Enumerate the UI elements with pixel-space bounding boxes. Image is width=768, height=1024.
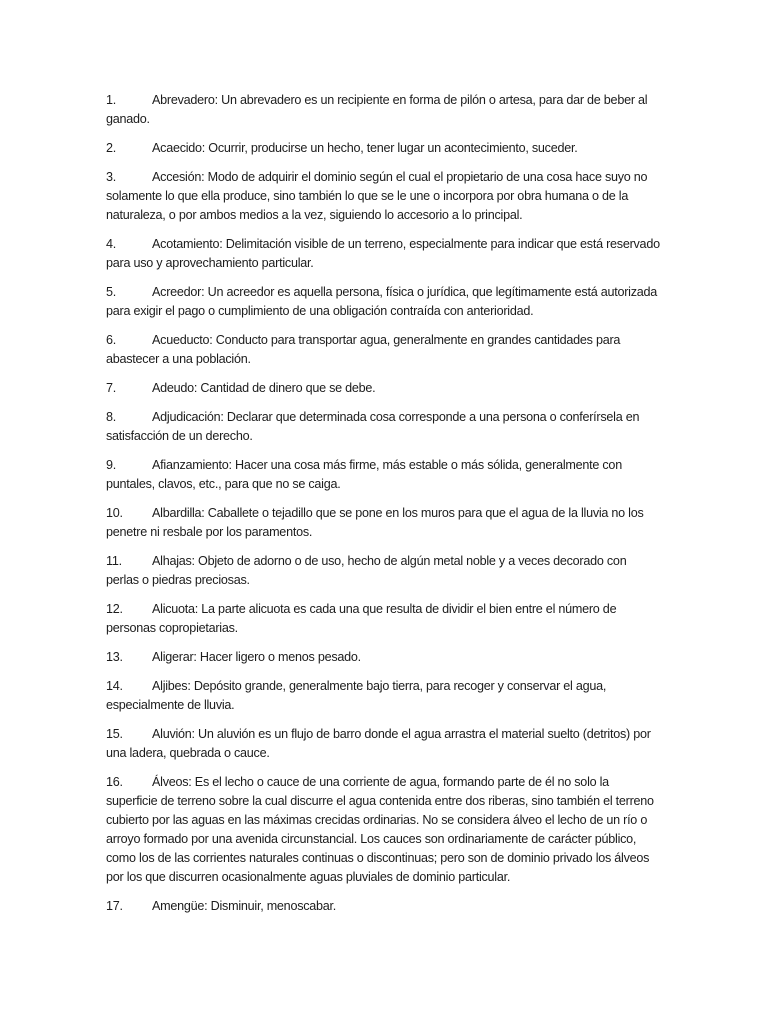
glossary-entry: [106, 331, 662, 369]
entry-text: Alhajas: Objeto de adorno o de uso, hecho de algún metal noble y a veces decorado con perlas o piedras preciosas.: [106, 554, 627, 587]
entry-number: 15.: [106, 727, 123, 741]
entry-text: Aljibes: Depósito grande, generalmente bajo tierra, para recoger y conservar el agua, especialmente de lluvia.: [106, 679, 607, 712]
glossary-entry: [106, 725, 662, 763]
glossary-entry: [106, 648, 662, 667]
entry-text: Acotamiento: Delimitación visible de un terreno, especialmente para indicar que está reservado para uso y aprovechamiento particular.: [106, 237, 660, 270]
entry-text: Albardilla: Caballete o tejadillo que se pone en los muros para que el agua de la lluvia no los penetre ni resbale por los paramentos.: [106, 506, 644, 539]
entry-text: Aligerar: Hacer ligero o menos pesado.: [152, 650, 361, 664]
entry-number: 8.: [106, 410, 117, 424]
glossary-entry: [106, 168, 662, 225]
glossary-entry: [106, 773, 662, 887]
glossary-entry: [106, 677, 662, 715]
entry-text: Acueducto: Conducto para transportar agua, generalmente en grandes cantidades para abastecer a una población.: [106, 333, 621, 366]
glossary-entry: [106, 552, 662, 590]
entry-text: Adeudo: Cantidad de dinero que se debe.: [152, 381, 376, 395]
entry-number: 12.: [106, 602, 123, 616]
glossary-entry: [106, 235, 662, 273]
entry-number: 2.: [106, 141, 117, 155]
entry-text: Álveos: Es el lecho o cauce de una corriente de agua, formando parte de él no solo la superficie de terreno sobre la cual discurre el agua contenida entre dos riberas, sino también el terreno cubierto por las aguas en las máximas crecidas ordinarias. No se considera álveo el lecho de un río o arroyo formado por una avenida circunstancial. Los cauces son ordinariamente de carácter público, como los de las corrientes naturales continuas o discontinuas; pero son de dominio privado los álveos por los que discurren ocasionalmente aguas pluviales de dominio particular.: [106, 775, 654, 884]
entry-number: 9.: [106, 458, 117, 472]
entry-text: Afianzamiento: Hacer una cosa más firme, más estable o más sólida, generalmente con puntales, clavos, etc., para que no se caiga.: [106, 458, 622, 491]
glossary-entry: [106, 91, 662, 129]
glossary-entry: [106, 456, 662, 494]
entry-number: 7.: [106, 381, 117, 395]
glossary-entry: [106, 283, 662, 321]
entry-number: 1.: [106, 93, 117, 107]
entry-text: Aluvión: Un aluvión es un flujo de barro donde el agua arrastra el material suelto (detritos) por una ladera, quebrada o cauce.: [106, 727, 651, 760]
entry-text: Accesión: Modo de adquirir el dominio según el cual el propietario de una cosa hace suyo no solamente lo que ella produce, sino también lo que se le une o incorpora por obra humana o de la naturaleza, o por ambos medios a la vez, siguiendo lo accesorio a lo principal.: [106, 170, 648, 222]
entry-number: 16.: [106, 775, 123, 789]
entry-number: 6.: [106, 333, 117, 347]
entry-number: 3.: [106, 170, 117, 184]
glossary-entry: [106, 504, 662, 542]
entry-text: Abrevadero: Un abrevadero es un recipiente en forma de pilón o artesa, para dar de beber al ganado.: [106, 93, 648, 126]
entry-number: 11.: [106, 554, 122, 568]
entry-number: 5.: [106, 285, 117, 299]
entry-text: Adjudicación: Declarar que determinada cosa corresponde a una persona o conferírsela en satisfacción de un derecho.: [106, 410, 640, 443]
entry-text: Acaecido: Ocurrir, producirse un hecho, tener lugar un acontecimiento, suceder.: [152, 141, 578, 155]
glossary-entry: [106, 897, 662, 916]
glossary-entry: [106, 379, 662, 398]
glossary-document: [106, 91, 662, 926]
glossary-entry: [106, 139, 662, 158]
entry-number: 14.: [106, 679, 123, 693]
entry-number: 4.: [106, 237, 117, 251]
entry-text: Acreedor: Un acreedor es aquella persona, física o jurídica, que legítimamente está autorizada para exigir el pago o cumplimiento de una obligación contraída con anterioridad.: [106, 285, 658, 318]
entry-number: 13.: [106, 650, 123, 664]
entry-number: 10.: [106, 506, 123, 520]
entry-number: 17.: [106, 899, 123, 913]
entry-text: Alicuota: La parte alicuota es cada una que resulta de dividir el bien entre el número de personas copropietarias.: [106, 602, 617, 635]
entry-text: Amengüe: Disminuir, menoscabar.: [152, 899, 337, 913]
glossary-entry: [106, 408, 662, 446]
glossary-entry: [106, 600, 662, 638]
